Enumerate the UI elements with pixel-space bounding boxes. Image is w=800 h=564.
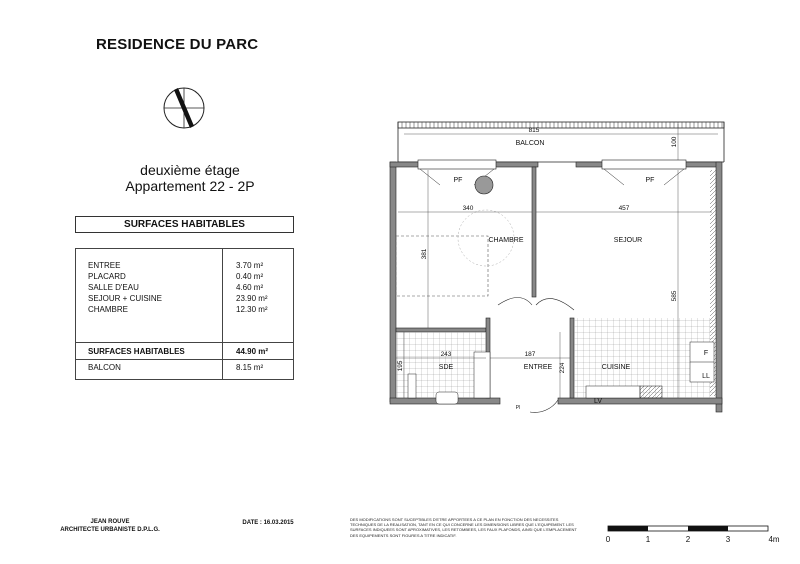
placard-label: PF — [645, 177, 655, 184]
floor-plan — [380, 110, 740, 430]
dim-457: 457 — [618, 205, 630, 212]
dim-195: 195 — [397, 360, 404, 372]
placard-label: PF — [453, 177, 463, 184]
room-label-balcon: BALCON — [515, 140, 545, 147]
architect-name: JEAN ROUVE — [90, 519, 130, 525]
dim-100: 100 — [671, 136, 678, 148]
architect-title: ARCHITECTE URBANISTE D.P.L.G. — [60, 527, 160, 533]
table-row: SEJOUR + CUISINE 23.90 m² — [88, 294, 268, 303]
dim-381: 381 — [421, 248, 428, 260]
laundry-label: LL — [702, 373, 710, 380]
scale-tick: 3 — [725, 535, 731, 544]
lavabo-label: LV — [593, 398, 603, 405]
table-row: ENTREE 3.70 m² — [88, 261, 264, 270]
dim-187: 187 — [524, 351, 536, 358]
scale-tick: 4m — [768, 535, 780, 544]
fridge-label: F — [703, 350, 709, 357]
apartment-label: Appartement 22 - 2P — [125, 178, 255, 194]
room-label-cuisine: CUISINE — [601, 364, 631, 371]
room-label-sde: SDE — [438, 364, 454, 371]
floor-label: deuxième étage — [140, 162, 240, 178]
table-row: CHAMBRE 12.30 m² — [88, 305, 268, 314]
scale-tick: 2 — [685, 535, 691, 544]
dim-815: 815 — [528, 127, 540, 134]
scale-tick: 0 — [605, 535, 611, 544]
compass-icon — [160, 84, 210, 134]
dim-340: 340 — [462, 205, 474, 212]
surfaces-table — [75, 248, 294, 380]
scale-tick: 1 — [645, 535, 651, 544]
surfaces-heading: SURFACES HABITABLES — [75, 216, 294, 233]
dim-243: 243 — [440, 351, 452, 358]
disclaimer-note: DES MODIFICATIONS SONT SUCEPTIBLES D'ETRE APPORTEES A CE PLAN EN FONCTION DES NECESSITES TECHNIQUES DE LA REALISATION, TANT EN CE QUI CONCERNE LES DIMENSIONS LIBRES QUE L'EQUIPEMENT. LES SURFACES INDIQUEES SONT APROXIMATIVES, LES RETOMBEES, LES FAUX PLAFONDS, AINSI QUE L'EMPLACEMENT DES EQUIPEMENTS SONT FIGURES A TITRE INDICATIF. — [350, 517, 577, 538]
dim-585: 585 — [671, 290, 678, 302]
pl-label: Pl — [515, 405, 521, 411]
windows — [418, 160, 686, 169]
room-label-chambre: CHAMBRE — [488, 237, 524, 244]
table-row: SALLE D'EAU 4.60 m² — [88, 283, 264, 292]
table-row: PLACARD 0.40 m² — [88, 272, 264, 281]
room-label-sejour: SEJOUR — [613, 237, 643, 244]
plan-date: DATE : 16.03.2015 — [242, 520, 294, 526]
balcon-row: BALCON 8.15 m² — [88, 363, 264, 372]
room-label-entree: ENTREE — [523, 364, 553, 371]
dim-224: 224 — [559, 362, 566, 374]
page-title: RESIDENCE DU PARC — [96, 36, 259, 53]
scale-bar — [600, 520, 790, 548]
total-row: SURFACES HABITABLES 44.90 m² — [88, 347, 269, 356]
